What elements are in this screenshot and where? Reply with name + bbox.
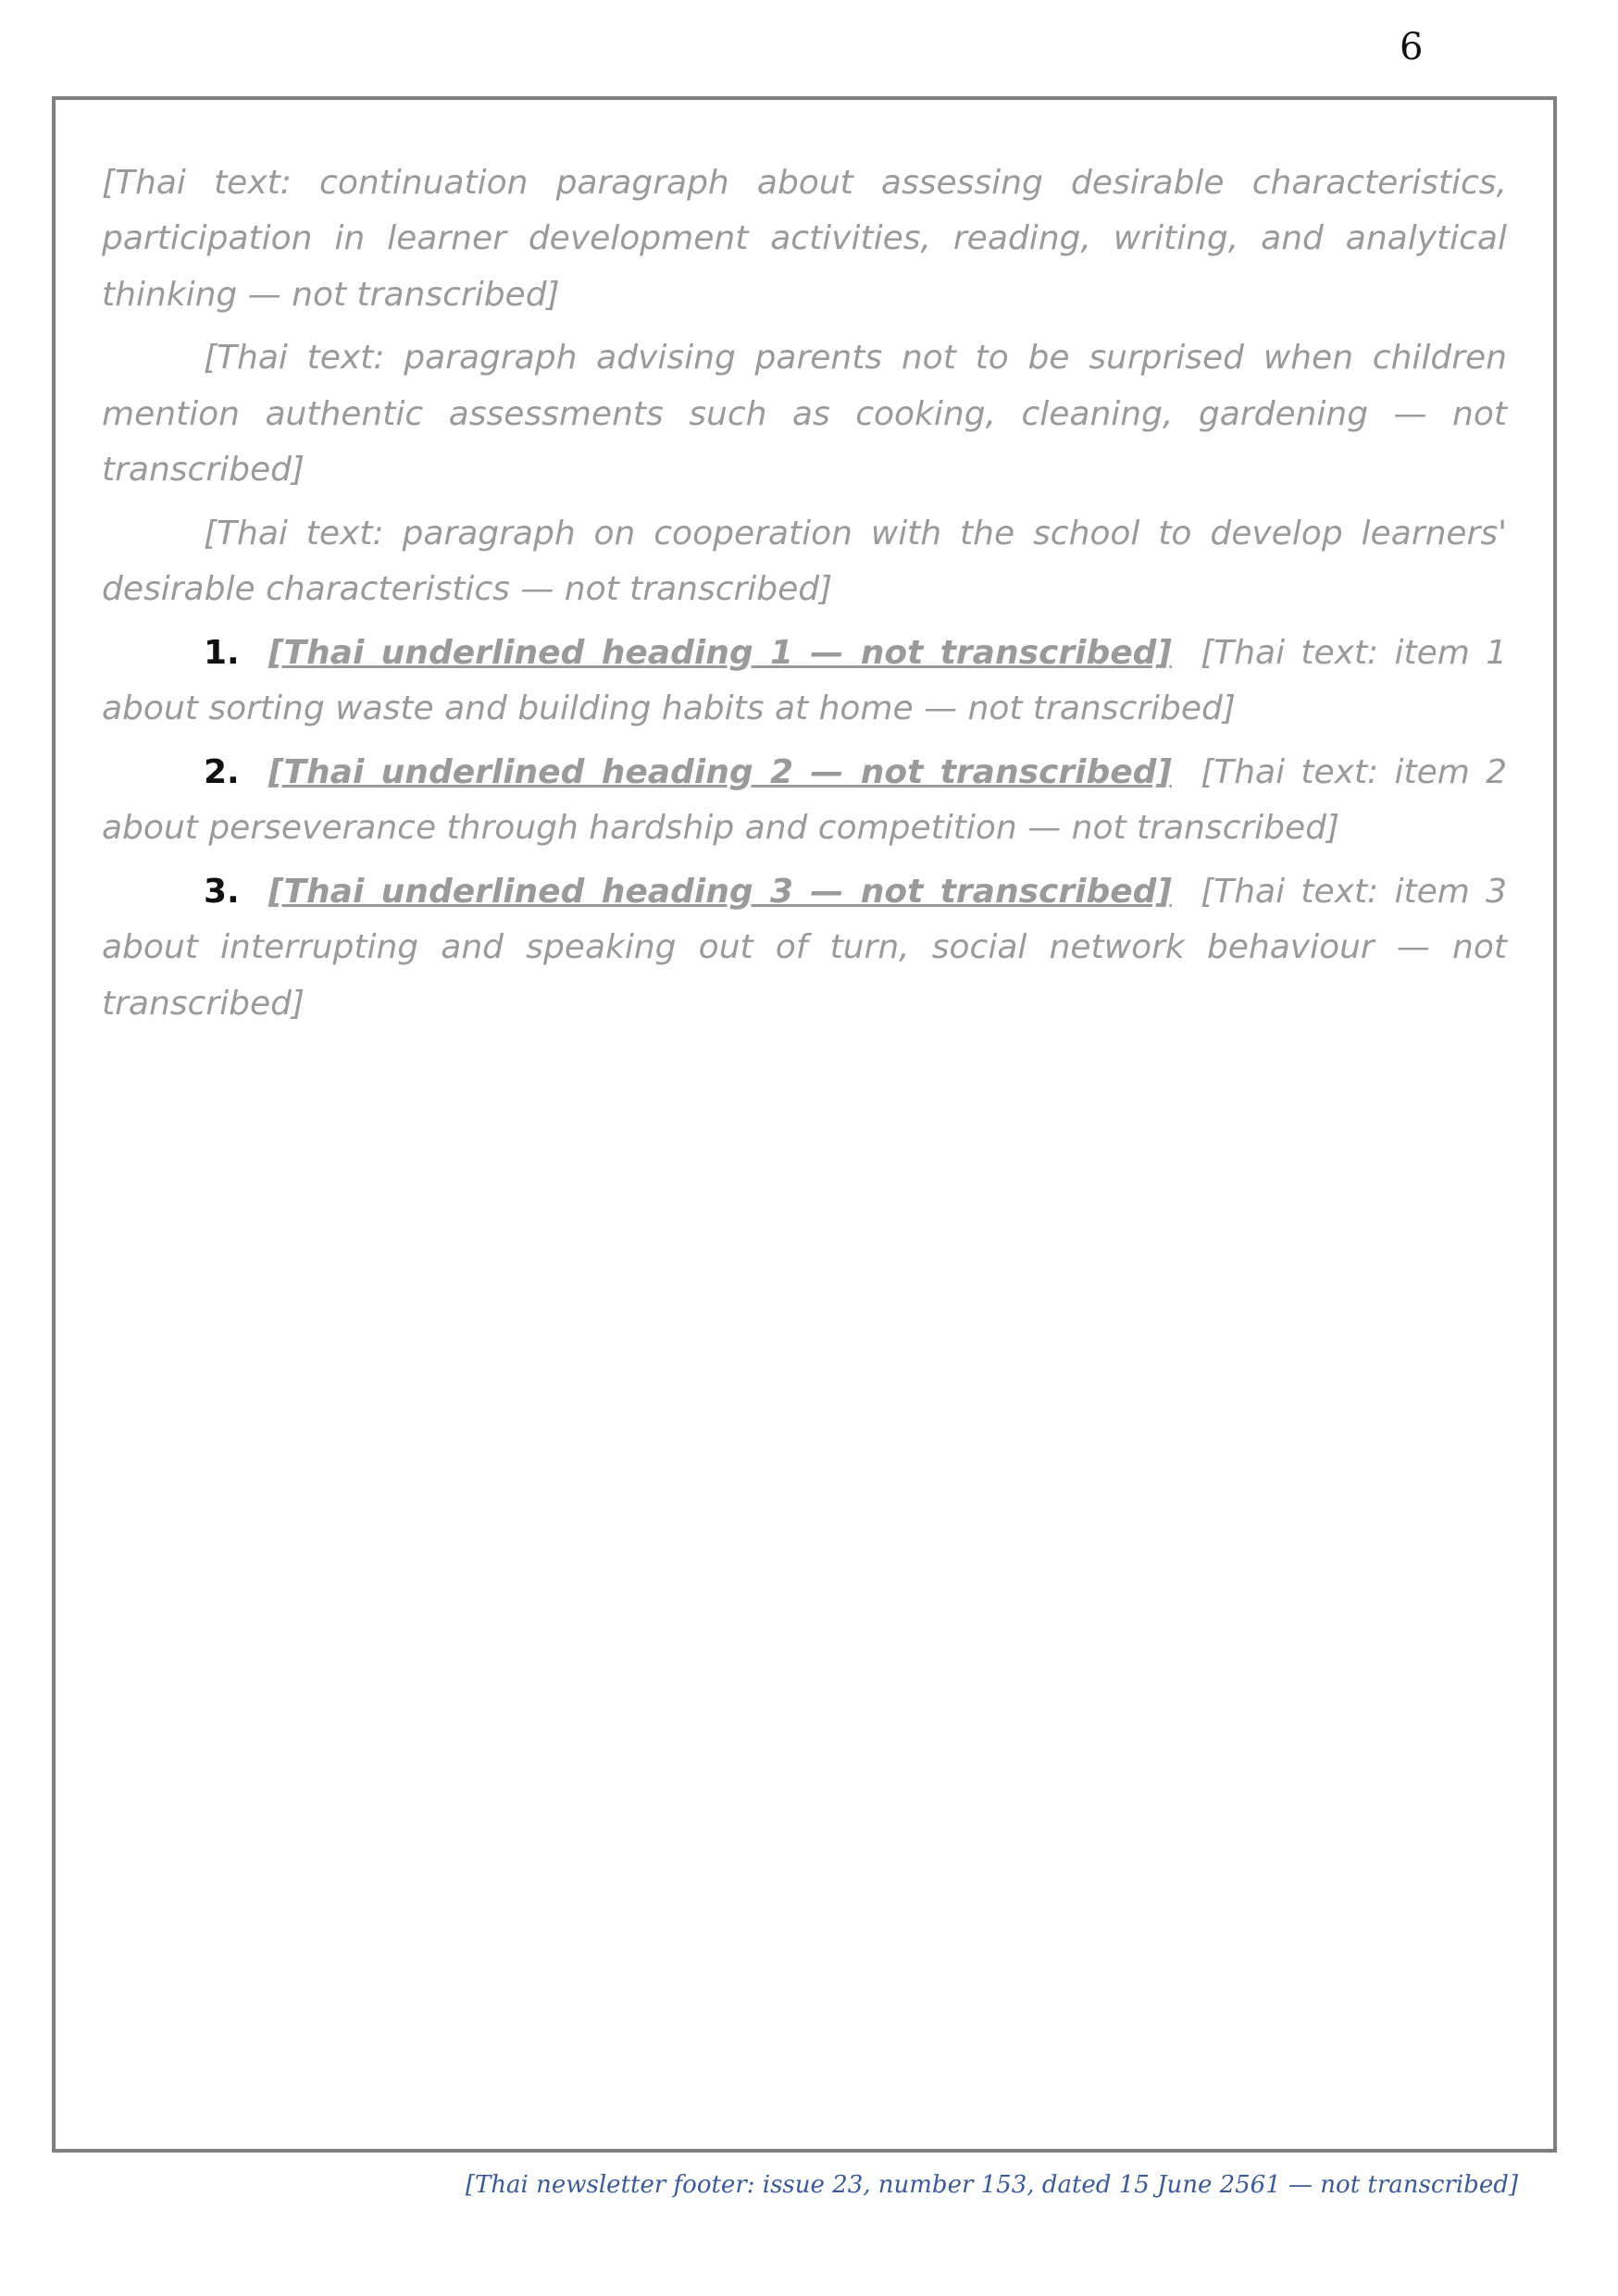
- item-heading: [Thai underlined heading 3 — not transcribed]: [268, 872, 1172, 911]
- item-text: [Thai text: item 1 about sorting waste and building habits at home — not transcribed]: [102, 633, 1507, 728]
- item-text: [Thai text: item 3 about interrupting and speaking out of turn, social network behaviour — not transcribed]: [102, 872, 1507, 1023]
- list-item-2: [102, 745, 1507, 857]
- item-number: 3.: [204, 872, 240, 911]
- paragraph-2: [Thai text: paragraph advising parents not to be surprised when children mention authentic assessments such as cooking, cleaning, gardening — not transcribed]: [102, 339, 1507, 490]
- list-item-3: [102, 864, 1507, 1032]
- content-frame: [52, 96, 1557, 2153]
- item-number: 2.: [204, 752, 240, 791]
- intro-paragraph: [Thai text: continuation paragraph about assessing desirable characteristics, participation in learner development activities, reading, writing, and analytical thinking — not transcribed]: [102, 164, 1507, 314]
- paragraph-3: [Thai text: paragraph on cooperation with the school to develop learners' desirable characteristics — not transcribed]: [102, 514, 1507, 609]
- item-heading: [Thai underlined heading 2 — not transcribed]: [268, 752, 1172, 791]
- page-number: 6: [1400, 26, 1424, 68]
- newsletter-footer: [Thai newsletter footer: issue 23, number 153, dated 15 June 2561 — not transcribed]: [465, 2171, 1518, 2199]
- item-number: 1.: [204, 633, 240, 672]
- list-item-1: [102, 626, 1507, 738]
- item-heading: [Thai underlined heading 1 — not transcribed]: [268, 633, 1172, 672]
- item-text: [Thai text: item 2 about perseverance through hardship and competition — not transcribed]: [102, 752, 1507, 848]
